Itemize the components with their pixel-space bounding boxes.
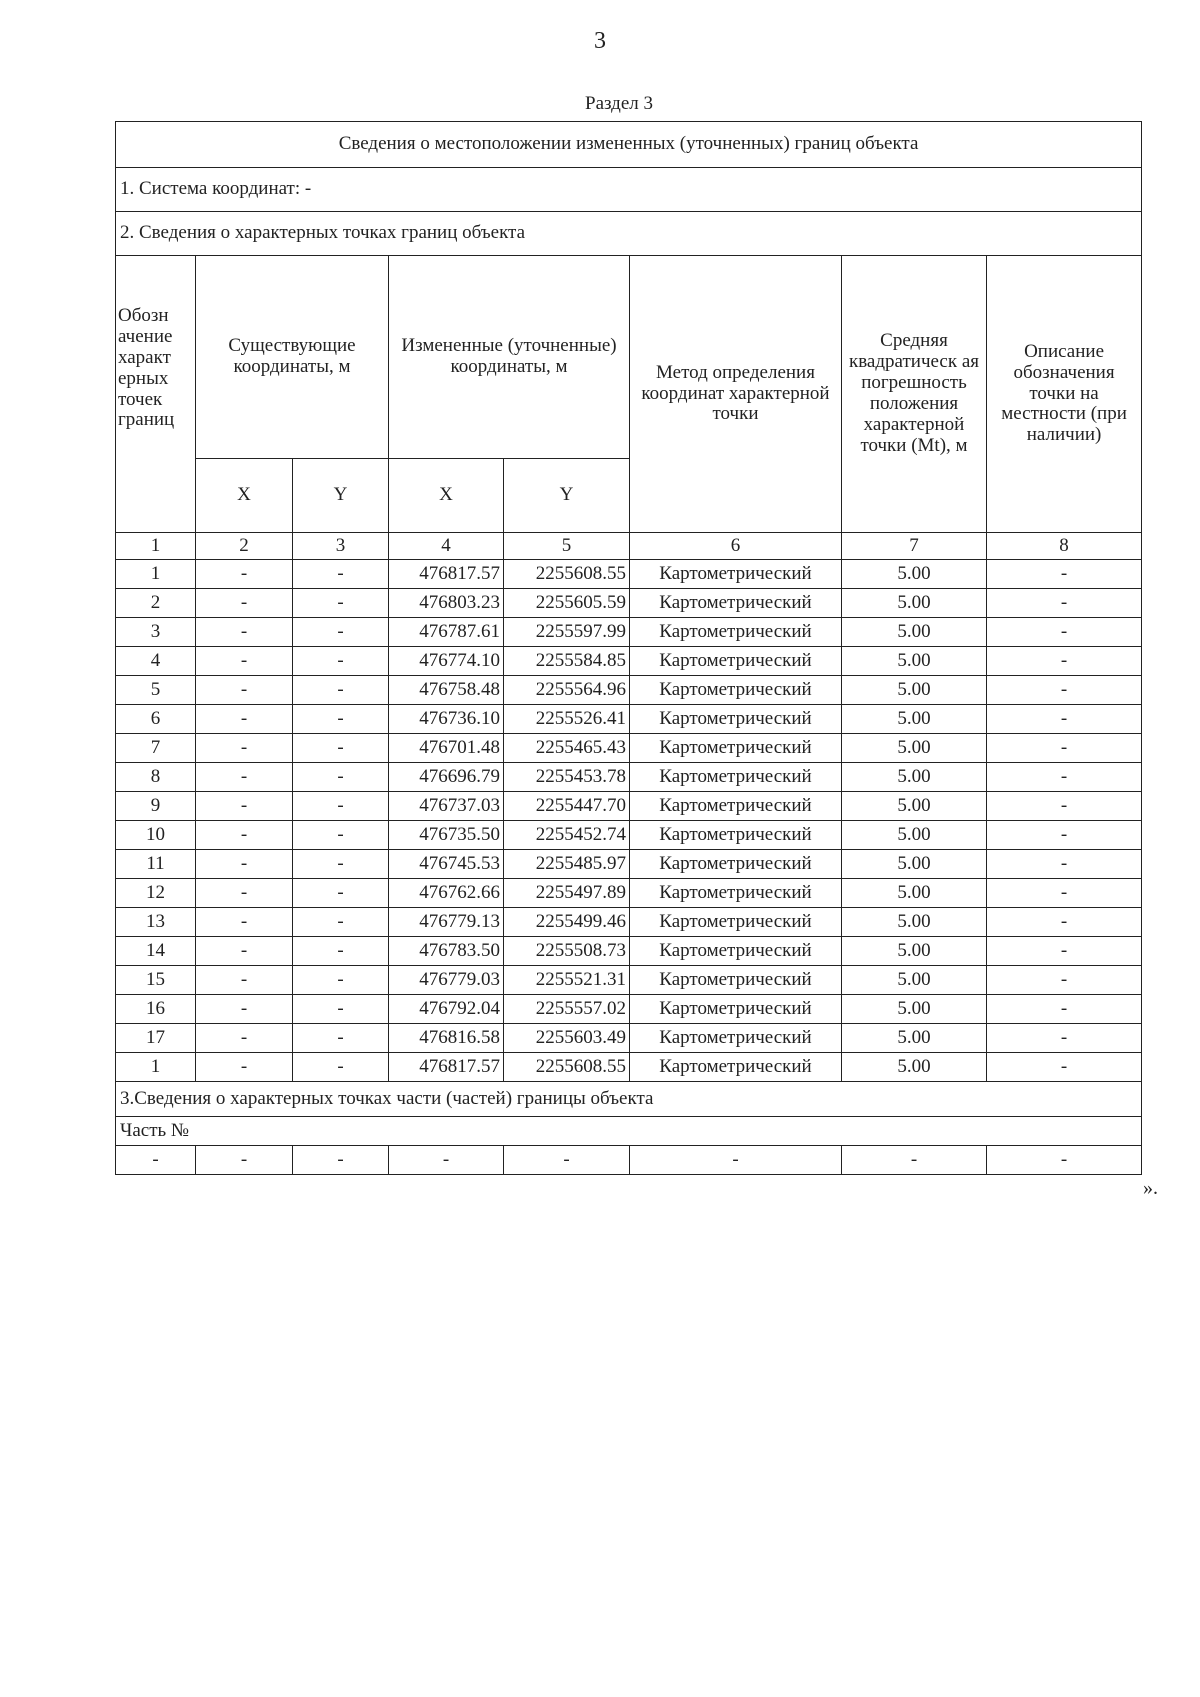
table-cell: - <box>293 676 389 705</box>
table-cell: - <box>293 560 389 589</box>
table-cell: - <box>987 908 1142 937</box>
column-number: 6 <box>630 533 842 560</box>
table-cell: 2255521.31 <box>504 966 630 995</box>
table-cell: 2255608.55 <box>504 1053 630 1082</box>
table-cell: - <box>196 850 293 879</box>
table-cell: - <box>196 1146 293 1175</box>
table-cell: 476779.03 <box>389 966 504 995</box>
table-cell: 2255603.49 <box>504 1024 630 1053</box>
table-cell: - <box>987 676 1142 705</box>
table-cell: - <box>504 1146 630 1175</box>
table-cell: 2255497.89 <box>504 879 630 908</box>
table-cell: - <box>293 995 389 1024</box>
table-cell: 16 <box>116 995 196 1024</box>
table-cell: - <box>987 618 1142 647</box>
table-cell: 15 <box>116 966 196 995</box>
table-cell: Картометрический <box>630 879 842 908</box>
table-cell: - <box>196 589 293 618</box>
table-row <box>116 879 1142 908</box>
points-section-heading: 2. Сведения о характерных точках границ объекта <box>116 212 1142 256</box>
table-cell: Картометрический <box>630 647 842 676</box>
table-cell: 5.00 <box>842 1053 987 1082</box>
table-cell: - <box>196 821 293 850</box>
table-cell: Картометрический <box>630 705 842 734</box>
table-cell: 476735.50 <box>389 821 504 850</box>
column-number: 3 <box>293 533 389 560</box>
table-cell: - <box>116 1146 196 1175</box>
empty-part-row <box>116 1146 1142 1175</box>
table-cell: 6 <box>116 705 196 734</box>
table-row <box>116 821 1142 850</box>
table-cell: - <box>293 647 389 676</box>
table-cell: Картометрический <box>630 995 842 1024</box>
table-cell: - <box>293 1146 389 1175</box>
table-cell: - <box>293 763 389 792</box>
table-cell: 2255447.70 <box>504 792 630 821</box>
table-cell: 13 <box>116 908 196 937</box>
table-row <box>116 763 1142 792</box>
table-cell: - <box>987 792 1142 821</box>
table-cell: 10 <box>116 821 196 850</box>
table-cell: Картометрический <box>630 589 842 618</box>
table-row <box>116 734 1142 763</box>
table-cell: 2255564.96 <box>504 676 630 705</box>
table-cell: Картометрический <box>630 618 842 647</box>
column-numbers-row <box>116 533 1142 560</box>
table-cell: 2255453.78 <box>504 763 630 792</box>
table-cell: - <box>196 1024 293 1053</box>
table-cell: 5 <box>116 676 196 705</box>
table-cell: 11 <box>116 850 196 879</box>
table-cell: 5.00 <box>842 850 987 879</box>
header-changed-coordinates: Измененные (уточненные) координаты, м <box>389 256 630 459</box>
table-cell: - <box>987 1053 1142 1082</box>
table-cell: 5.00 <box>842 560 987 589</box>
table-row <box>116 705 1142 734</box>
boundary-points-table <box>115 121 1142 1175</box>
table-row <box>116 1024 1142 1053</box>
table-cell: 14 <box>116 937 196 966</box>
table-cell: - <box>987 995 1142 1024</box>
table-cell: - <box>196 618 293 647</box>
table-cell: 5.00 <box>842 618 987 647</box>
table-cell: 5.00 <box>842 589 987 618</box>
table-cell: 5.00 <box>842 908 987 937</box>
table-row <box>116 966 1142 995</box>
table-cell: 476817.57 <box>389 1053 504 1082</box>
part-section-heading: 3.Сведения о характерных точках части (частей) границы объекта <box>116 1082 1142 1117</box>
table-cell: - <box>987 763 1142 792</box>
table-cell: 12 <box>116 879 196 908</box>
table-cell: - <box>196 705 293 734</box>
table-row <box>116 560 1142 589</box>
table-cell: 5.00 <box>842 676 987 705</box>
table-cell: - <box>196 560 293 589</box>
table-cell: 476696.79 <box>389 763 504 792</box>
table-cell: - <box>293 821 389 850</box>
table-cell: 2255526.41 <box>504 705 630 734</box>
table-cell: 2255508.73 <box>504 937 630 966</box>
table-cell: - <box>196 647 293 676</box>
table-cell: 2255465.43 <box>504 734 630 763</box>
table-cell: 3 <box>116 618 196 647</box>
table-row <box>116 1053 1142 1082</box>
table-cell: Картометрический <box>630 734 842 763</box>
table-cell: - <box>293 966 389 995</box>
table-cell: - <box>389 1146 504 1175</box>
table-cell: - <box>293 792 389 821</box>
table-cell: 476792.04 <box>389 995 504 1024</box>
column-number: 5 <box>504 533 630 560</box>
table-cell: 5.00 <box>842 792 987 821</box>
table-cell: 1 <box>116 560 196 589</box>
table-cell: Картометрический <box>630 908 842 937</box>
table-cell: - <box>987 734 1142 763</box>
table-cell: - <box>293 705 389 734</box>
table-cell: - <box>293 734 389 763</box>
coordinate-system: 1. Система координат: - <box>116 168 1142 212</box>
table-cell: 476745.53 <box>389 850 504 879</box>
column-number: 4 <box>389 533 504 560</box>
column-number: 7 <box>842 533 987 560</box>
table-cell: 5.00 <box>842 821 987 850</box>
table-cell: 476803.23 <box>389 589 504 618</box>
table-cell: Картометрический <box>630 850 842 879</box>
table-cell: - <box>293 589 389 618</box>
table-cell: - <box>987 966 1142 995</box>
table-cell: 5.00 <box>842 937 987 966</box>
table-cell: 476783.50 <box>389 937 504 966</box>
table-cell: 2255499.46 <box>504 908 630 937</box>
table-cell: 5.00 <box>842 647 987 676</box>
table-cell: 476817.57 <box>389 560 504 589</box>
table-cell: - <box>630 1146 842 1175</box>
table-cell: Картометрический <box>630 1053 842 1082</box>
column-number: 8 <box>987 533 1142 560</box>
table-cell: - <box>987 560 1142 589</box>
table-cell: - <box>196 879 293 908</box>
table-cell: 476758.48 <box>389 676 504 705</box>
table-cell: 2255452.74 <box>504 821 630 850</box>
table-cell: - <box>196 1053 293 1082</box>
table-cell: 5.00 <box>842 966 987 995</box>
table-cell: Картометрический <box>630 1024 842 1053</box>
table-row <box>116 647 1142 676</box>
table-cell: 2255608.55 <box>504 560 630 589</box>
table-cell: 5.00 <box>842 705 987 734</box>
table-cell: - <box>293 1053 389 1082</box>
table-cell: 476816.58 <box>389 1024 504 1053</box>
table-cell: 17 <box>116 1024 196 1053</box>
table-cell: 476779.13 <box>389 908 504 937</box>
table-row <box>116 850 1142 879</box>
table-cell: 2255584.85 <box>504 647 630 676</box>
table-cell: - <box>987 937 1142 966</box>
header-method: Метод определения координат характерной точки <box>630 256 842 533</box>
table-cell: 2255605.59 <box>504 589 630 618</box>
table-cell: 5.00 <box>842 1024 987 1053</box>
table-row <box>116 618 1142 647</box>
table-cell: - <box>196 937 293 966</box>
table-cell: - <box>987 589 1142 618</box>
table-cell: - <box>196 995 293 1024</box>
table-cell: Картометрический <box>630 560 842 589</box>
table-cell: Картометрический <box>630 966 842 995</box>
table-cell: - <box>987 879 1142 908</box>
table-cell: 1 <box>116 1053 196 1082</box>
table-cell: Картометрический <box>630 763 842 792</box>
table-cell: 5.00 <box>842 995 987 1024</box>
section-label: Раздел 3 <box>585 93 653 114</box>
table-cell: Картометрический <box>630 792 842 821</box>
table-cell: 2255557.02 <box>504 995 630 1024</box>
table-cell: - <box>196 734 293 763</box>
table-cell: 476762.66 <box>389 879 504 908</box>
table-cell: 2255597.99 <box>504 618 630 647</box>
header-error: Средняя квадратическ ая погрешность положения характерной точки (Mt), м <box>842 256 987 533</box>
table-cell: 476736.10 <box>389 705 504 734</box>
table-cell: 7 <box>116 734 196 763</box>
table-row <box>116 937 1142 966</box>
table-cell: 5.00 <box>842 763 987 792</box>
table-cell: - <box>293 879 389 908</box>
table-cell: - <box>196 908 293 937</box>
table-cell: - <box>293 850 389 879</box>
table-cell: 8 <box>116 763 196 792</box>
table-cell: - <box>987 705 1142 734</box>
table-cell: - <box>293 618 389 647</box>
table-cell: 476737.03 <box>389 792 504 821</box>
table-cell: - <box>196 792 293 821</box>
closing-quote-mark: ». <box>1143 1177 1158 1199</box>
table-cell: - <box>293 908 389 937</box>
table-cell: - <box>293 937 389 966</box>
column-number: 2 <box>196 533 293 560</box>
header-existing-x: X <box>196 459 293 533</box>
column-number: 1 <box>116 533 196 560</box>
table-cell: - <box>196 763 293 792</box>
table-cell: - <box>293 1024 389 1053</box>
header-description: Описание обозначения точки на местности (при наличии) <box>987 256 1142 533</box>
table-cell: 476774.10 <box>389 647 504 676</box>
table-row <box>116 908 1142 937</box>
table-row <box>116 995 1142 1024</box>
table-title: Сведения о местоположении измененных (уточненных) границ объекта <box>116 122 1142 168</box>
page-number: 3 <box>594 28 606 54</box>
table-cell: 2255485.97 <box>504 850 630 879</box>
table-cell: - <box>196 676 293 705</box>
table-cell: 9 <box>116 792 196 821</box>
header-changed-x: X <box>389 459 504 533</box>
table-cell: 2 <box>116 589 196 618</box>
table-cell: 5.00 <box>842 879 987 908</box>
table-cell: Картометрический <box>630 937 842 966</box>
table-cell: 5.00 <box>842 734 987 763</box>
header-existing-y: Y <box>293 459 389 533</box>
table-cell: Картометрический <box>630 676 842 705</box>
table-cell: 4 <box>116 647 196 676</box>
header-changed-y: Y <box>504 459 630 533</box>
table-cell: - <box>987 821 1142 850</box>
table-cell: - <box>987 1024 1142 1053</box>
table-cell: - <box>196 966 293 995</box>
table-row <box>116 792 1142 821</box>
header-point-designation: Обозн ачение характ ерных точек границ <box>116 256 196 533</box>
table-cell: 476701.48 <box>389 734 504 763</box>
table-row <box>116 589 1142 618</box>
part-number-label: Часть № <box>116 1117 1142 1146</box>
table-cell: - <box>987 850 1142 879</box>
table-cell: - <box>987 647 1142 676</box>
table-cell: 476787.61 <box>389 618 504 647</box>
table-cell: Картометрический <box>630 821 842 850</box>
table-cell: - <box>842 1146 987 1175</box>
table-cell: - <box>987 1146 1142 1175</box>
table-row <box>116 676 1142 705</box>
header-existing-coordinates: Существующие координаты, м <box>196 256 389 459</box>
